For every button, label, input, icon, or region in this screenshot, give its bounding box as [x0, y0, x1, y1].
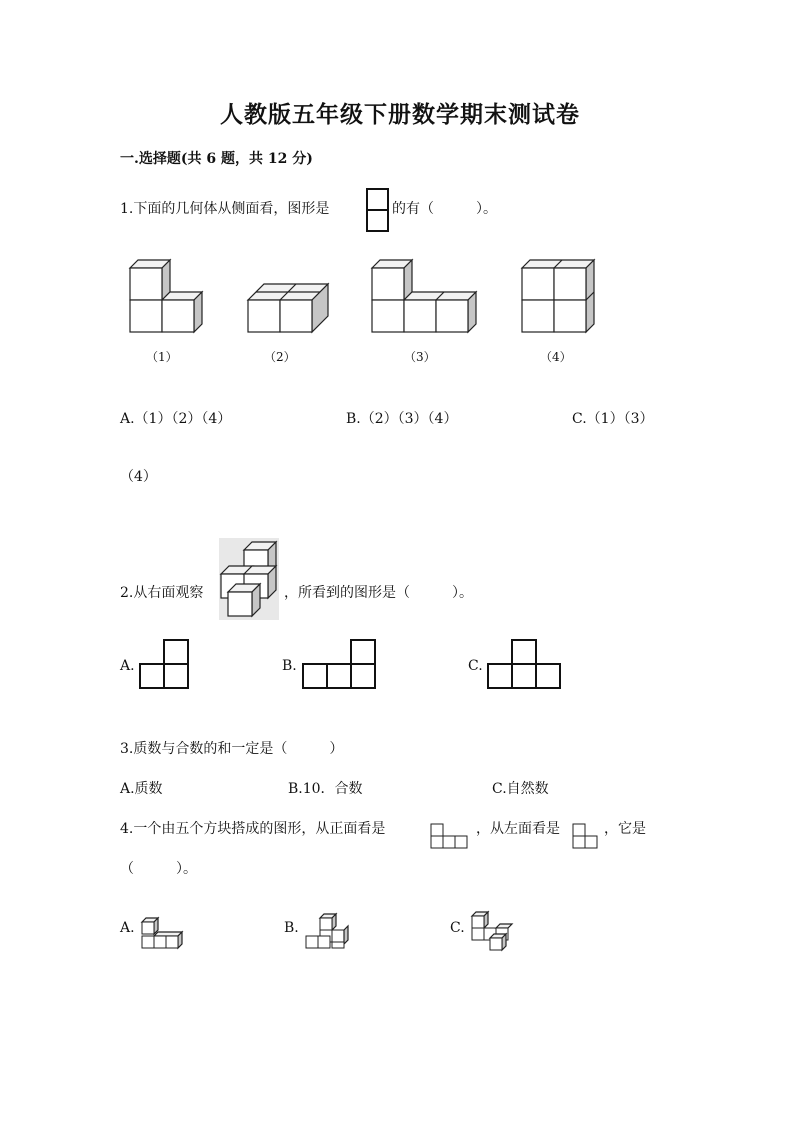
question-4-option-c-label[interactable]: C. — [450, 920, 465, 936]
question-4-option-a-label[interactable]: A. — [120, 920, 135, 936]
question-2-option-c-label[interactable]: C. — [468, 658, 483, 674]
solid-figure-1 — [126, 256, 210, 340]
question-4-front-view-figure — [430, 822, 472, 852]
question-3-text: 3.质数与合数的和一定是（ ） — [120, 741, 344, 757]
question-2-option-b-label[interactable]: B. — [282, 658, 297, 674]
question-1-option-a[interactable]: A.（1）（2）（4） — [120, 411, 232, 427]
question-2-option-b-figure[interactable] — [300, 638, 378, 692]
question-4-option-b-label[interactable]: B. — [284, 920, 299, 936]
question-3-option-a[interactable]: A.质数 — [120, 781, 163, 797]
question-4-left-view-figure — [572, 822, 602, 852]
question-1-option-c-continued: （4） — [120, 469, 157, 485]
question-1-side-view-figure — [366, 188, 390, 234]
question-4-option-a-figure[interactable] — [138, 914, 186, 956]
figure-caption-1: （1） — [146, 350, 178, 364]
figure-caption-3: （3） — [404, 350, 436, 364]
question-3-option-c[interactable]: C.自然数 — [492, 781, 549, 797]
figure-caption-2: （2） — [264, 350, 296, 364]
question-1-text-start: 1.下面的几何体从侧面看，图形是 — [120, 201, 330, 217]
question-2-option-c-figure[interactable] — [486, 638, 564, 692]
question-2-option-a-figure[interactable] — [139, 638, 193, 692]
figure-caption-4: （4） — [540, 350, 572, 364]
question-4-answer-blank: （ ）。 — [120, 861, 197, 877]
question-1-option-c[interactable]: C.（1）（3） — [572, 411, 654, 427]
question-4-option-b-figure[interactable] — [302, 910, 354, 956]
solid-figure-3 — [368, 256, 484, 340]
solid-figure-4 — [518, 256, 602, 340]
solid-figure-2 — [244, 280, 332, 340]
question-2-text-start: 2.从右面观察 — [120, 585, 204, 601]
question-2-text-end: ，所看到的图形是（ ）。 — [284, 585, 473, 601]
question-3-option-b[interactable]: B.10．合数 — [288, 781, 363, 797]
question-4-text-middle: ，从左面看是 — [476, 821, 560, 837]
question-4-text-end: ，它是 — [604, 821, 646, 837]
question-1-text-end: 的有（ ）。 — [392, 201, 497, 217]
question-4-text-start: 4.一个由五个方块搭成的图形，从正面看是 — [120, 821, 386, 837]
question-2-cube-stack-figure — [219, 538, 279, 620]
section-heading: 一.选择题(共 6 题，共 12 分) — [120, 151, 313, 167]
question-1-option-b[interactable]: B.（2）（3）（4） — [346, 411, 458, 427]
question-4-option-c-figure[interactable] — [468, 908, 520, 956]
page-title: 人教版五年级下册数学期末测试卷 — [220, 101, 580, 128]
question-2-option-a-label[interactable]: A. — [120, 658, 135, 674]
